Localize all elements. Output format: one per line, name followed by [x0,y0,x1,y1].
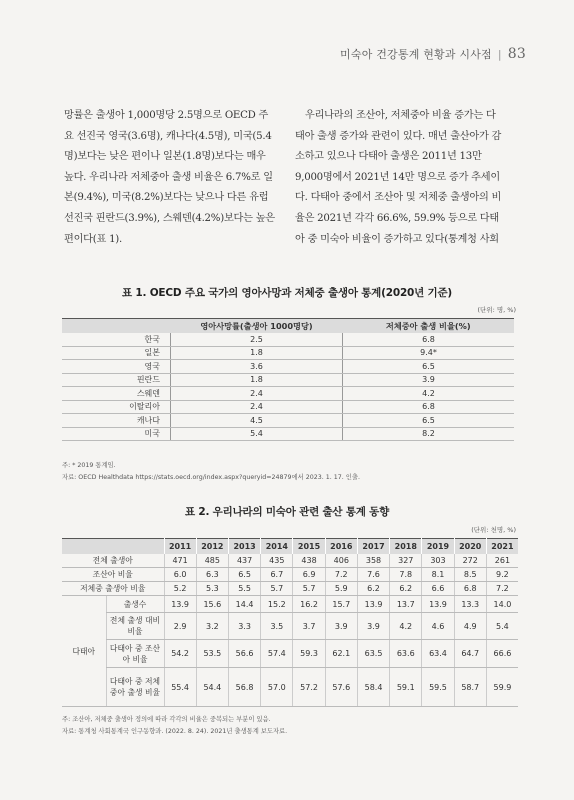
year-header: 2017 [357,539,389,555]
infant-mortality-cell: 2.5 [171,333,343,346]
table-row [62,668,518,707]
value-cell: 14.0 [486,596,518,613]
body-line: 9,000명에서 2021년 14만 명으로 증가 추세이 [295,171,500,183]
value-cell: 53.5 [196,640,228,668]
body-line: 망률은 출생아 1,000명당 2.5명으로 OECD 주 [64,110,269,121]
value-cell: 54.4 [196,668,228,707]
value-cell: 15.6 [196,596,228,613]
value-cell: 13.9 [357,596,389,613]
value-cell: 66.6 [486,640,518,668]
table-row [62,596,518,613]
year-header: 2019 [422,539,454,555]
year-header: 2016 [325,539,357,555]
value-cell: 59.1 [390,668,422,707]
value-cell: 13.9 [164,596,196,613]
value-cell: 59.5 [422,668,454,707]
table-header-cell [62,539,164,555]
value-cell: 5.7 [261,582,293,596]
value-cell: 6.6 [422,582,454,596]
value-cell: 358 [357,554,389,568]
value-cell: 6.2 [390,582,422,596]
value-cell: 5.3 [196,582,228,596]
low-birth-weight-cell: 6.5 [343,360,515,374]
table-row [62,582,518,596]
low-birth-weight-cell: 6.5 [343,414,515,428]
table-row [62,373,514,387]
header-separator: | [497,48,502,61]
table-row [62,613,518,640]
table1-body [62,333,514,441]
value-cell: 9.2 [486,568,518,582]
value-cell: 58.4 [357,668,389,707]
country-cell: 일본 [62,346,171,360]
value-cell: 6.2 [357,582,389,596]
year-header: 2011 [164,539,196,555]
low-birth-weight-cell: 6.8 [343,333,515,346]
value-cell: 59.3 [293,640,325,668]
infant-mortality-cell: 1.8 [171,373,343,387]
value-cell: 6.5 [228,568,260,582]
value-cell: 59.9 [486,668,518,707]
value-cell: 4.6 [422,613,454,640]
table2-note: 주: 조산아, 저체중 출생아 정의에 따라 각각의 비율은 중복되는 부분이 있음. [62,716,271,723]
country-cell: 영국 [62,360,171,374]
value-cell: 438 [293,554,325,568]
table-row [62,414,514,428]
infant-mortality-cell: 3.6 [171,360,343,374]
value-cell: 406 [325,554,357,568]
table-row [62,568,518,582]
body-line: 소하고 있으나 다태아 출생은 2011년 13만 [295,151,482,163]
value-cell: 272 [454,554,486,568]
year-header: 2015 [293,539,325,555]
table2-unit: (단위: 천명, %) [471,526,516,534]
value-cell: 5.7 [293,582,325,596]
value-cell: 55.4 [164,668,196,707]
value-cell: 6.7 [261,568,293,582]
table2-caption: 표 2. 우리나라의 미숙아 관련 출산 통계 동향 [184,506,390,518]
group-label: 다태아 [62,596,106,707]
value-cell: 6.8 [454,582,486,596]
table1-unit: (단위: 명, %) [477,306,516,314]
value-cell: 485 [196,554,228,568]
value-cell: 5.2 [164,582,196,596]
value-cell: 56.6 [228,640,260,668]
table1-source: 자료: OECD Healthdata https://stats.oecd.org/index.aspx?queryid=24879에서 2023. 1. 17. 인출. [62,474,360,481]
value-cell: 7.2 [325,568,357,582]
value-cell: 15.2 [261,596,293,613]
table-row [62,333,514,346]
value-cell: 57.6 [325,668,357,707]
country-cell: 미국 [62,427,171,441]
value-cell: 3.9 [357,613,389,640]
value-cell: 64.7 [454,640,486,668]
value-cell: 3.7 [293,613,325,640]
value-cell: 8.1 [422,568,454,582]
country-cell: 캐나다 [62,414,171,428]
body-line: 율은 2021년 각각 66.6%, 59.9% 등으로 다태 [295,212,499,224]
table-row [62,346,514,360]
value-cell: 437 [228,554,260,568]
value-cell: 6.0 [164,568,196,582]
infant-mortality-cell: 5.4 [171,427,343,441]
value-cell: 13.3 [454,596,486,613]
table-header-cell: 저체중아 출생 비율(%) [343,319,515,334]
value-cell: 13.7 [390,596,422,613]
row-label: 조산아 비율 [62,568,164,582]
year-header: 2021 [486,539,518,555]
value-cell: 4.2 [390,613,422,640]
year-header: 2012 [196,539,228,555]
table-row [62,427,514,441]
infant-mortality-cell: 2.4 [171,387,343,401]
row-label: 저체중 출생아 비율 [62,582,164,596]
value-cell: 303 [422,554,454,568]
value-cell: 14.4 [228,596,260,613]
value-cell: 5.9 [325,582,357,596]
table-header-row [62,539,518,555]
low-birth-weight-cell: 9.4* [343,346,515,360]
value-cell: 63.4 [422,640,454,668]
body-line: 요 선진국 영국(3.6명), 캐나다(4.5명), 미국(5.4 [64,130,272,142]
table-row [62,640,518,668]
country-cell: 이탈리아 [62,400,171,414]
value-cell: 15.7 [325,596,357,613]
body-line: 명)보다는 낮은 편이나 일본(1.8명)보다는 매우 [64,151,266,163]
value-cell: 7.2 [486,582,518,596]
body-line: 높다. 우리나라 저체중아 출생 비율은 6.7%로 일 [64,171,273,183]
value-cell: 6.3 [196,568,228,582]
value-cell: 62.1 [325,640,357,668]
value-cell: 3.3 [228,613,260,640]
row-label: 전체 출생 대비 비율 [106,613,164,640]
low-birth-weight-cell: 4.2 [343,387,515,401]
value-cell: 56.8 [228,668,260,707]
row-label: 출생수 [106,596,164,613]
value-cell: 7.8 [390,568,422,582]
low-birth-weight-cell: 3.9 [343,373,515,387]
row-label: 다태아 중 조산아 비율 [106,640,164,668]
value-cell: 3.9 [325,613,357,640]
value-cell: 13.9 [422,596,454,613]
infant-mortality-cell: 1.8 [171,346,343,360]
year-header: 2013 [228,539,260,555]
country-cell: 한국 [62,333,171,346]
header-title: 미숙아 건강통계 현황과 시사점 [340,48,492,61]
value-cell: 3.5 [261,613,293,640]
low-birth-weight-cell: 6.8 [343,400,515,414]
table2-body [62,554,518,707]
value-cell: 4.9 [454,613,486,640]
row-label: 다태아 중 저체중아 출생 비율 [106,668,164,707]
body-line: 태아 출생 증가와 관련이 있다. 매년 출산아가 감 [295,130,502,142]
value-cell: 63.6 [390,640,422,668]
year-header: 2020 [454,539,486,555]
value-cell: 5.5 [228,582,260,596]
body-line: 본(9.4%), 미국(8.2%)보다는 낮으나 다른 유럽 [64,192,269,204]
oecd-table [62,318,514,441]
value-cell: 57.4 [261,640,293,668]
body-line: 아 중 미숙아 비율이 증가하고 있다(통계청 사회 [295,233,499,245]
birth-stats-table [62,538,518,707]
body-line: 우리나라의 조산아, 저체중아 비율 증가는 다 [305,110,496,121]
value-cell: 6.9 [293,568,325,582]
value-cell: 471 [164,554,196,568]
value-cell: 57.0 [261,668,293,707]
value-cell: 8.5 [454,568,486,582]
value-cell: 5.4 [486,613,518,640]
infant-mortality-cell: 4.5 [171,414,343,428]
value-cell: 327 [390,554,422,568]
year-header: 2014 [261,539,293,555]
value-cell: 54.2 [164,640,196,668]
table-row [62,400,514,414]
table2-source: 자료: 통계청 사회통계국 인구동향과. (2022. 8. 24). 2021년 출생통계 보도자료. [62,728,288,735]
table-row [62,360,514,374]
table1-caption: 표 1. OECD 주요 국가의 영아사망과 저체중 출생아 통계(2020년 기준) [121,287,453,299]
country-cell: 핀란드 [62,373,171,387]
table-header-cell [62,319,171,334]
body-line: 선진국 핀란드(3.9%), 스웨덴(4.2%)보다는 높은 [64,212,275,224]
value-cell: 3.2 [196,613,228,640]
value-cell: 2.9 [164,613,196,640]
table1-note: 주: * 2019 통계임. [62,462,116,469]
value-cell: 57.2 [293,668,325,707]
value-cell: 58.7 [454,668,486,707]
value-cell: 7.6 [357,568,389,582]
running-header [340,46,526,62]
table-row [62,387,514,401]
body-column-left [64,106,286,250]
country-cell: 스웨덴 [62,387,171,401]
table-header-cell: 영아사망률(출생아 1000명당) [171,319,343,334]
value-cell: 63.5 [357,640,389,668]
year-header: 2018 [390,539,422,555]
value-cell: 435 [261,554,293,568]
value-cell: 16.2 [293,596,325,613]
body-column-right [295,106,517,250]
body-line: 편이다(표 1). [64,233,123,245]
low-birth-weight-cell: 8.2 [343,427,515,441]
infant-mortality-cell: 2.4 [171,400,343,414]
row-label: 전체 출생아 [62,554,164,568]
page-number: 83 [507,46,526,62]
value-cell: 261 [486,554,518,568]
table-row [62,554,518,568]
table-header-row [62,319,514,334]
body-line: 다. 다태아 중에서 조산아 및 저체중 출생아의 비 [295,192,502,204]
